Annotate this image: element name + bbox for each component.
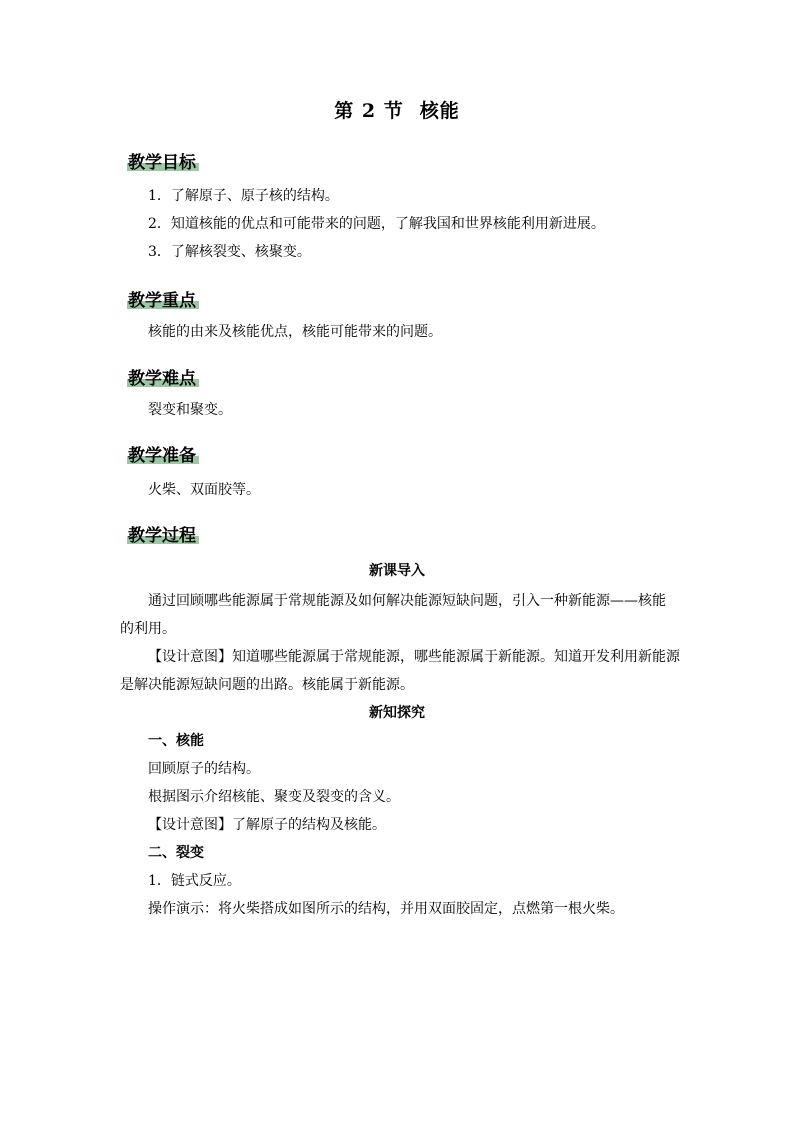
section-1-title: 一、核能 <box>148 733 204 749</box>
intro-paragraph-2-line-1: 【设计意图】知道哪些能源属于常规能源，哪些能源属于新能源。知道开发利用新能源 <box>148 649 680 665</box>
intro-paragraph-1-line-2: 的利用。 <box>120 621 176 637</box>
heading-preparation: 教学准备 <box>128 441 196 465</box>
section-2-line-2: 操作演示：将火柴搭成如图所示的结构，并用双面胶固定，点燃第一根火柴。 <box>148 901 624 917</box>
heading-difficulties: 教学难点 <box>128 364 196 388</box>
objective-item-3: 3．了解核裂变、核聚变。 <box>148 244 311 260</box>
title-section: 第 2 节 <box>334 100 404 122</box>
intro-title: 新课导入 <box>369 563 425 579</box>
heading-key-points: 教学重点 <box>128 286 196 310</box>
section-1-line-2: 根据图示介绍核能、聚变及裂变的含义。 <box>148 789 400 805</box>
heading-process: 教学过程 <box>128 521 196 545</box>
section-2-line-1: 1．链式反应。 <box>148 873 241 889</box>
title-topic: 核能 <box>419 100 460 122</box>
objective-item-2: 2．知道核能的优点和可能带来的问题，了解我国和世界核能利用新进展。 <box>148 216 605 232</box>
section-1-line-1: 回顾原子的结构。 <box>148 761 260 777</box>
heading-objectives: 教学目标 <box>128 148 196 172</box>
explore-title: 新知探究 <box>369 705 425 721</box>
preparation-text: 火柴、双面胶等。 <box>148 482 260 498</box>
page-title <box>0 96 794 123</box>
intro-paragraph-1-line-1: 通过回顾哪些能源属于常规能源及如何解决能源短缺问题，引入一种新能源——核能 <box>148 593 666 609</box>
objective-item-1: 1．了解原子、原子核的结构。 <box>148 188 339 204</box>
intro-paragraph-2-line-2: 是解决能源短缺问题的出路。核能属于新能源。 <box>120 677 414 693</box>
difficulties-text: 裂变和聚变。 <box>148 402 232 418</box>
section-2-title: 二、裂变 <box>148 845 204 861</box>
section-1-line-3: 【设计意图】了解原子的结构及核能。 <box>148 817 386 833</box>
key-points-text: 核能的由来及核能优点，核能可能带来的问题。 <box>148 324 442 340</box>
